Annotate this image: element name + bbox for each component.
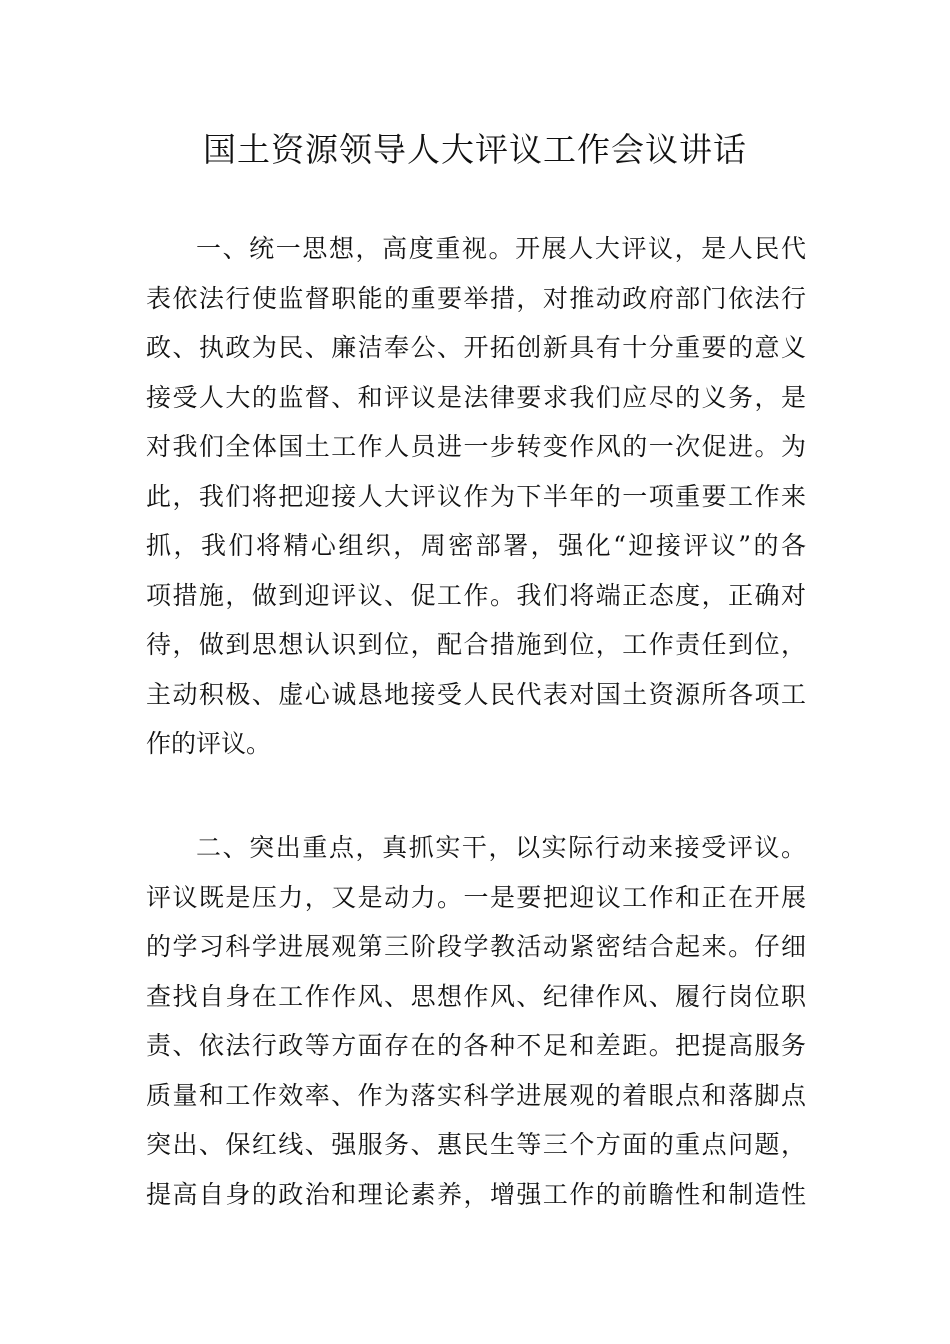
paragraph-line: 项措施，做到迎评议、促工作。我们将端正态度，正确对 <box>146 580 806 610</box>
paragraph-line: 责、依法行政等方面存在的各种不足和差距。把提高服务 <box>146 1031 806 1060</box>
document-title: 国土资源领导人大评议工作会议讲话 <box>203 130 747 169</box>
paragraph-line: 一、统一思想，高度重视。开展人大评议，是人民代 <box>196 234 806 263</box>
paragraph-line: 提高自身的政治和理论素养，增强工作的前瞻性和制造性 <box>146 1179 806 1209</box>
paragraph-line: 作的评议。 <box>146 729 272 758</box>
paragraph-line: 表依法行使监督职能的重要举措，对推动政府部门依法行 <box>146 283 806 313</box>
paragraph-line: 突出、保红线、强服务、惠民生等三个方面的重点问题， <box>146 1130 806 1159</box>
paragraph-line: 质量和工作效率、作为落实科学进展观的着眼点和落脚点 <box>146 1080 806 1110</box>
paragraph-2 <box>146 823 806 1219</box>
paragraph-line: 接受人大的监督、和评议是法律要求我们应尽的义务，是 <box>146 382 806 412</box>
paragraph-line: 二、突出重点，真抓实干，以实际行动来接受评议。 <box>196 833 806 862</box>
paragraph-line: 主动积极、虚心诚恳地接受人民代表对国土资源所各项工 <box>146 679 806 709</box>
paragraph-line: 查找自身在工作作风、思想作风、纪律作风、履行岗位职 <box>146 981 806 1011</box>
paragraph-line: 此，我们将把迎接人大评议作为下半年的一项重要工作来 <box>146 481 806 511</box>
paragraph-line: 的学习科学进展观第三阶段学教活动紧密结合起来。仔细 <box>146 932 806 961</box>
paragraph-line: 评议既是压力，又是动力。一是要把迎议工作和正在开展 <box>146 882 806 912</box>
paragraph-1 <box>146 224 806 769</box>
paragraph-line: 政、执政为民、廉洁奉公、开拓创新具有十分重要的意义 <box>146 333 806 362</box>
paragraph-line: 待，做到思想认识到位，配合措施到位，工作责任到位， <box>146 630 806 659</box>
paragraph-line: 抓，我们将精心组织，周密部署，强化“迎接评议”的各 <box>146 531 806 560</box>
paragraph-line: 对我们全体国土工作人员进一步转变作风的一次促进。为 <box>146 432 806 461</box>
